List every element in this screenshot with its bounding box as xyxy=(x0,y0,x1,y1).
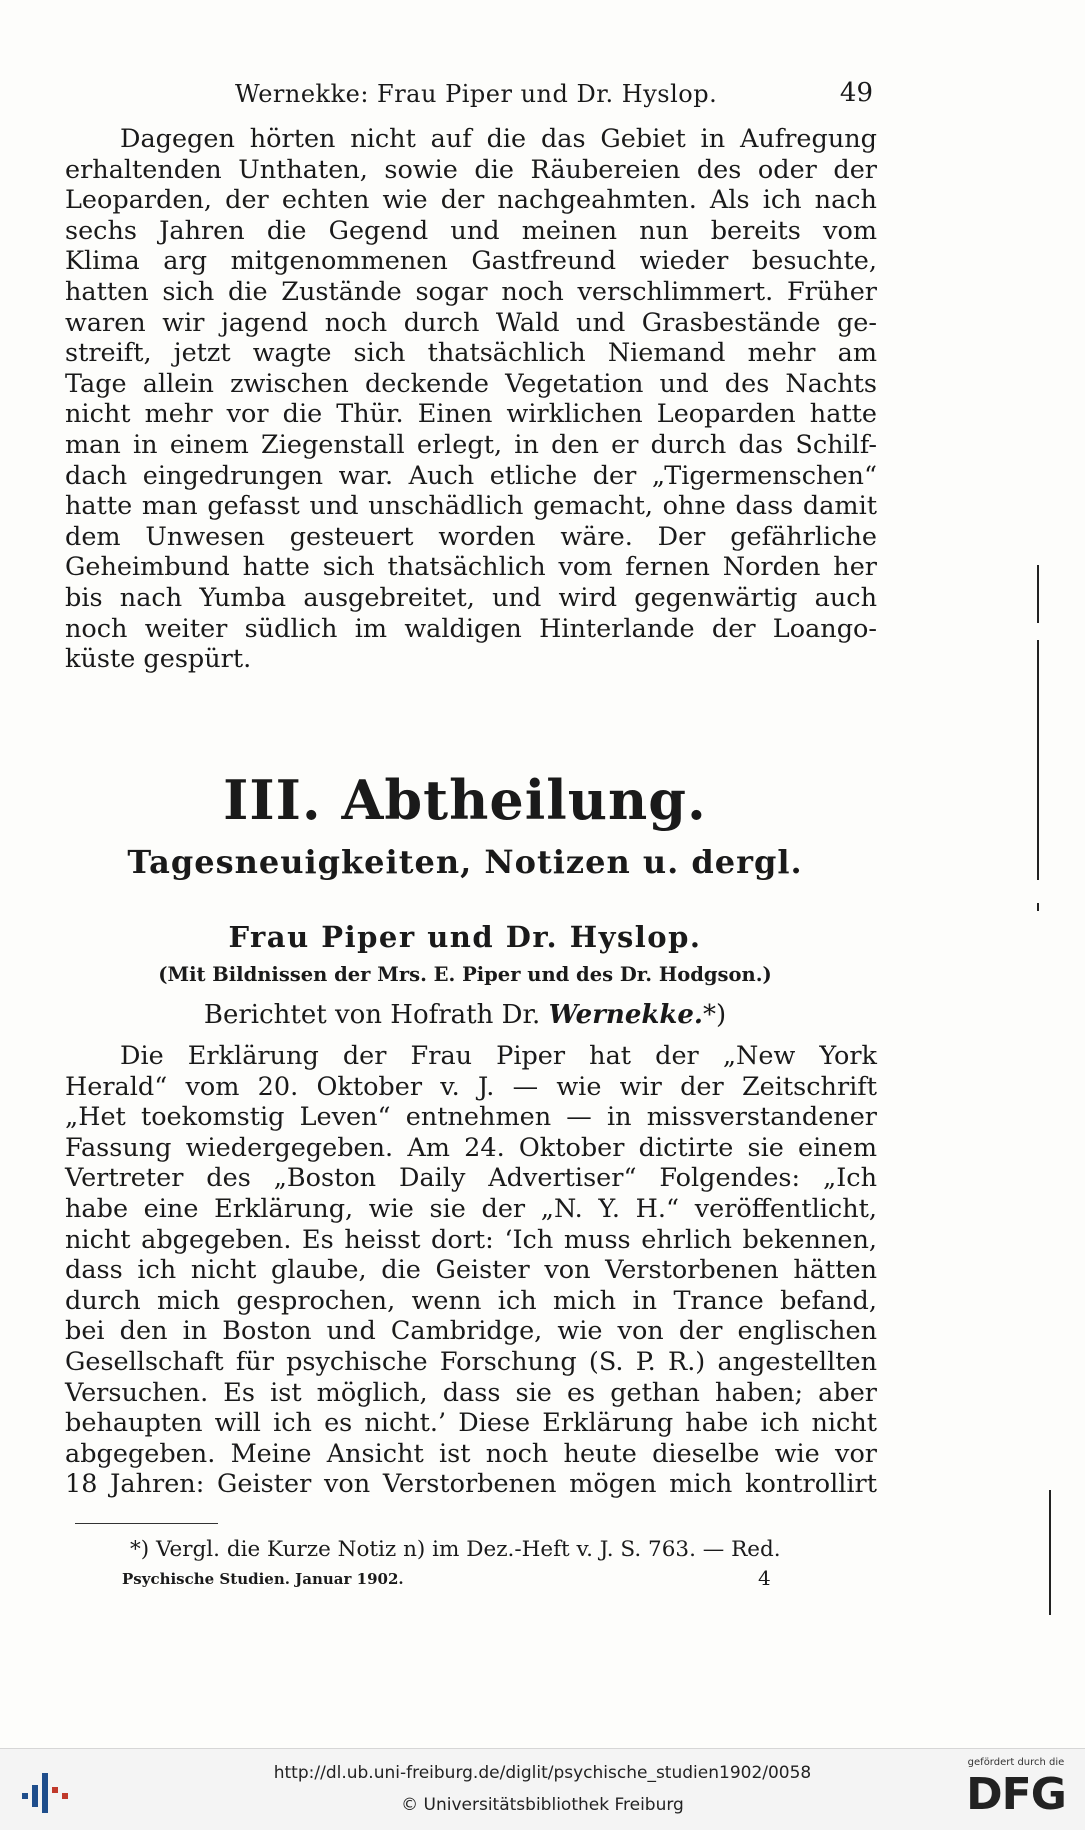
text-line: man in einem Ziegenstall erlegt, in den er durch das Schilf- xyxy=(65,429,877,460)
dfg-funding-text: gefördert durch die xyxy=(967,1757,1065,1768)
footnote: *) Vergl. die Kurze Notiz n) im Dez.-Heft v. J. S. 763. — Red. xyxy=(130,1537,781,1562)
text-line: waren wir jagend noch durch Wald und Grasbestände ge- xyxy=(65,307,877,338)
margin-mark xyxy=(1037,565,1039,623)
text-line: küste gespürt. xyxy=(65,644,252,675)
text-line: Klima arg mitgenommenen Gastfreund wieder besuchte, xyxy=(65,246,877,277)
text-line: nicht abgegeben. Es heisst dort: ‘Ich muss ehrlich bekennen, xyxy=(65,1224,877,1255)
text-line: Herald“ vom 20. Oktober v. J. — wie wir der Zeitschrift xyxy=(65,1071,877,1102)
margin-mark xyxy=(1049,1490,1051,1615)
article-note: (Mit Bildnissen der Mrs. E. Piper und des Dr. Hodgson.) xyxy=(158,963,772,986)
viewer-footer xyxy=(0,1748,1085,1830)
text-line: Tage allein zwischen deckende Vegetation und des Nachts xyxy=(65,368,877,399)
running-head-title: Wernekke: Frau Piper und Dr. Hyslop. xyxy=(235,80,718,108)
text-line: „Het toekomstig Leven“ entnehmen — in missverstandener xyxy=(65,1102,877,1133)
text-line: bei den in Boston und Cambridge, wie von der englischen xyxy=(65,1316,877,1347)
text-line: nicht mehr vor die Thür. Einen wirklichen Leoparden hatte xyxy=(65,399,877,430)
byline xyxy=(0,1000,930,1030)
text-line: streift, jetzt wagte sich thatsächlich Niemand mehr am xyxy=(65,338,877,369)
text-line: dem Unwesen gesteuert worden wäre. Der gefährliche xyxy=(65,521,877,552)
dfg-logo xyxy=(960,1757,1072,1825)
signature-line xyxy=(122,1568,772,1592)
text-line: hatten sich die Zustände sogar noch verschlimmert. Früher xyxy=(65,276,877,307)
text-line: Vertreter des „Boston Daily Advertiser“ Folgendes: „Ich xyxy=(65,1163,877,1194)
sheet-number: 4 xyxy=(758,1566,771,1590)
dfg-logo-text: DFG xyxy=(966,1769,1066,1820)
text-line: dach eingedrungen war. Auch etliche der „Tigermenschen“ xyxy=(65,460,877,491)
text-line: Dagegen hörten nicht auf die das Gebiet in Aufregung xyxy=(120,124,877,154)
journal-signature: Psychische Studien. Januar 1902. xyxy=(122,1570,404,1588)
article-title: Frau Piper und Dr. Hyslop. xyxy=(228,920,702,954)
byline-author: Wernekke. xyxy=(548,1000,703,1030)
footnote-mark: *) xyxy=(702,1000,727,1030)
text-line: Versuchen. Es ist möglich, dass sie es gethan haben; aber xyxy=(65,1377,877,1408)
footnote-rule xyxy=(75,1523,218,1524)
text-line: noch weiter südlich im waldigen Hinterlande der Loango- xyxy=(65,613,877,644)
text-line: sechs Jahren die Gegend und meinen nun bereits vom xyxy=(65,215,877,246)
page-number: 49 xyxy=(839,78,873,108)
text-line: Fassung wiedergegeben. Am 24. Oktober dictirte sie einem xyxy=(65,1132,877,1163)
byline-prefix: Berichtet von Hofrath Dr. xyxy=(203,1000,541,1030)
text-line: 18 Jahren: Geister von Verstorbenen mögen mich kontrollirt xyxy=(65,1469,877,1500)
margin-mark xyxy=(1037,903,1039,911)
paragraph-piper xyxy=(65,1041,877,1500)
text-line: erhaltenden Unthaten, sowie die Räubereien des oder der xyxy=(65,154,877,185)
text-line: bis nach Yumba ausgebreitet, und wird gegenwärtig auch xyxy=(65,582,877,613)
text-line: habe eine Erklärung, wie sie der „N. Y. H.“ veröffentlicht, xyxy=(65,1193,877,1224)
text-line: Gesellschaft für psychische Forschung (S. P. R.) angestellten xyxy=(65,1346,877,1377)
paragraph-leoparden xyxy=(65,124,877,675)
text-line: Geheimbund hatte sich thatsächlich vom fernen Norden her xyxy=(65,552,877,583)
margin-mark xyxy=(1037,640,1039,880)
text-line: durch mich gesprochen, wenn ich mich in Trance befand, xyxy=(65,1285,877,1316)
running-header xyxy=(65,80,873,120)
source-url-link[interactable]: http://dl.ub.uni-freiburg.de/diglit/psychische_studien1902/0058 xyxy=(273,1763,812,1783)
text-line: hatte man gefasst und unschädlich gemacht, ohne dass damit xyxy=(65,491,877,522)
text-line: Leoparden, der echten wie der nachgeahmten. Als ich nach xyxy=(65,185,877,216)
text-line: Die Erklärung der Frau Piper hat der „New York xyxy=(120,1041,877,1071)
text-line: dass ich nicht glaube, die Geister von Verstorbenen hätten xyxy=(65,1255,877,1286)
text-line: abgegeben. Meine Ansicht ist noch heute dieselbe wie vor xyxy=(65,1438,877,1469)
section-subtitle: Tagesneuigkeiten, Notizen u. dergl. xyxy=(127,843,803,881)
copyright-notice: © Universitätsbibliothek Freiburg xyxy=(401,1795,684,1815)
section-title: III. Abtheilung. xyxy=(223,768,707,832)
text-line: behaupten will ich es nicht.’ Diese Erklärung habe ich nicht xyxy=(65,1408,877,1439)
